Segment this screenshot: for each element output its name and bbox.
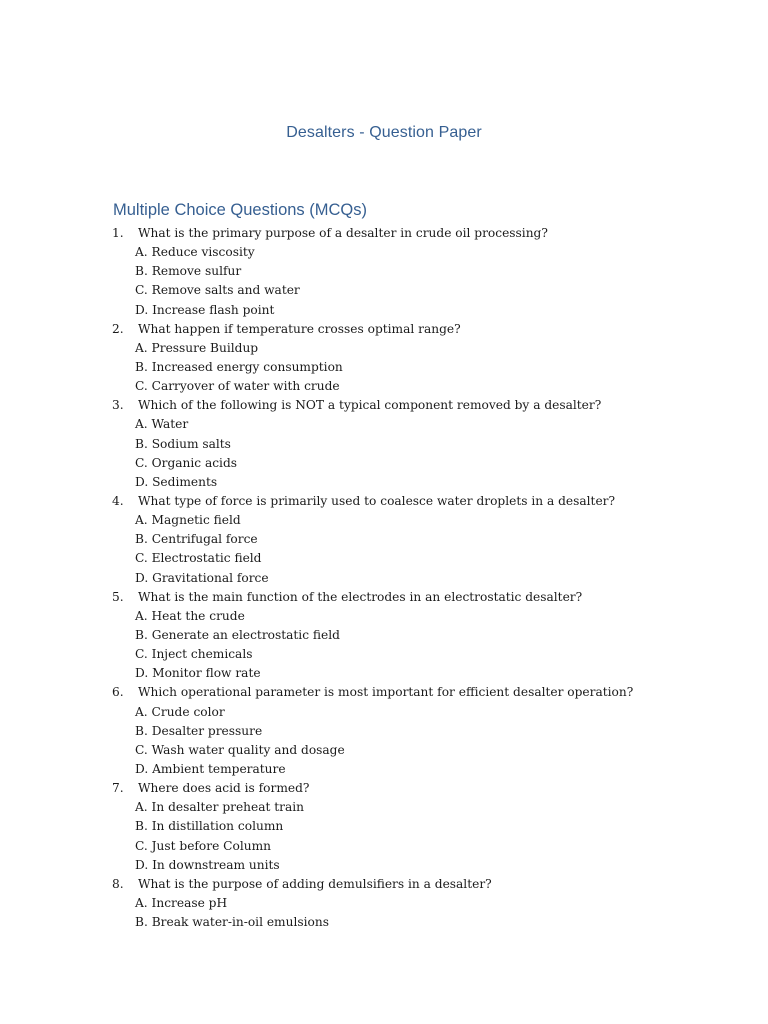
question-text: Which of the following is NOT a typical component removed by a desalter? [138,398,602,413]
answer-option: A. Water [135,417,189,432]
answer-option: D. In downstream units [135,857,280,872]
question-line [112,875,752,894]
question-text: What happen if temperature crosses optimal range? [138,321,461,336]
answer-option: B. Desalter pressure [135,723,263,738]
answer-option: B. Increased energy consumption [135,359,343,374]
question-text: What type of force is primarily used to coalesce water droplets in a desalter? [138,493,616,508]
question-line [112,396,752,415]
section-heading: Multiple Choice Questions (MCQs) [113,201,367,219]
question-text: What is the main function of the electrodes in an electrostatic desalter? [138,589,583,604]
answer-option: B. Centrifugal force [135,532,258,547]
question-item [112,396,752,492]
question-text: What is the purpose of adding demulsifiers in a desalter? [138,876,492,891]
question-line [112,588,752,607]
question-item [112,683,752,779]
question-item [112,875,752,932]
question-line [112,779,752,798]
answer-option: D. Increase flash point [135,302,275,317]
answer-option: A. Magnetic field [135,513,241,528]
answer-option: B. In distillation column [135,819,284,834]
answer-option: A. Crude color [135,704,225,719]
question-line [112,683,752,702]
question-number: 5. [112,589,124,604]
answer-option: C. Just before Column [135,838,271,853]
question-item [112,779,752,875]
answer-option: D. Gravitational force [135,570,269,585]
question-number: 3. [112,398,124,413]
answer-option: D. Ambient temperature [135,761,286,776]
page-title: Desalters - Question Paper [286,124,482,141]
question-number: 1. [112,226,124,240]
answer-option: A. Increase pH [135,895,228,910]
question-item [112,588,752,684]
question-number: 6. [112,685,124,700]
answer-option: C. Organic acids [135,455,238,470]
question-text: Which operational parameter is most important for efficient desalter operation? [138,685,634,700]
answer-option: D. Monitor flow rate [135,666,261,681]
question-text: What is the primary purpose of a desalter in crude oil processing? [138,226,548,240]
question-line [112,320,752,339]
question-number: 8. [112,876,124,891]
answer-option: C. Electrostatic field [135,551,262,566]
answer-option: A. Pressure Buildup [135,340,259,355]
answer-option: C. Inject chemicals [135,647,253,662]
question-line [112,492,752,511]
answer-option: A. In desalter preheat train [135,800,305,815]
question-item [112,320,752,397]
question-list [112,224,752,932]
answer-option: B. Sodium salts [135,436,231,451]
question-number: 7. [112,781,124,796]
answer-option: B. Generate an electrostatic field [135,627,340,642]
question-number: 2. [112,321,124,336]
answer-option: A. Heat the crude [135,608,245,623]
answer-option: C. Carryover of water with crude [135,379,340,394]
answer-option: A. Reduce viscosity [135,245,255,260]
answer-option: C. Wash water quality and dosage [135,742,345,757]
answer-option: C. Remove salts and water [135,283,300,298]
question-item [112,224,752,320]
answer-option: B. Remove sulfur [135,264,242,279]
question-number: 4. [112,493,124,508]
question-text: Where does acid is formed? [138,781,310,796]
question-line [112,224,752,243]
answer-option: B. Break water-in-oil emulsions [135,915,329,930]
answer-option: D. Sediments [135,474,218,489]
question-item [112,492,752,588]
